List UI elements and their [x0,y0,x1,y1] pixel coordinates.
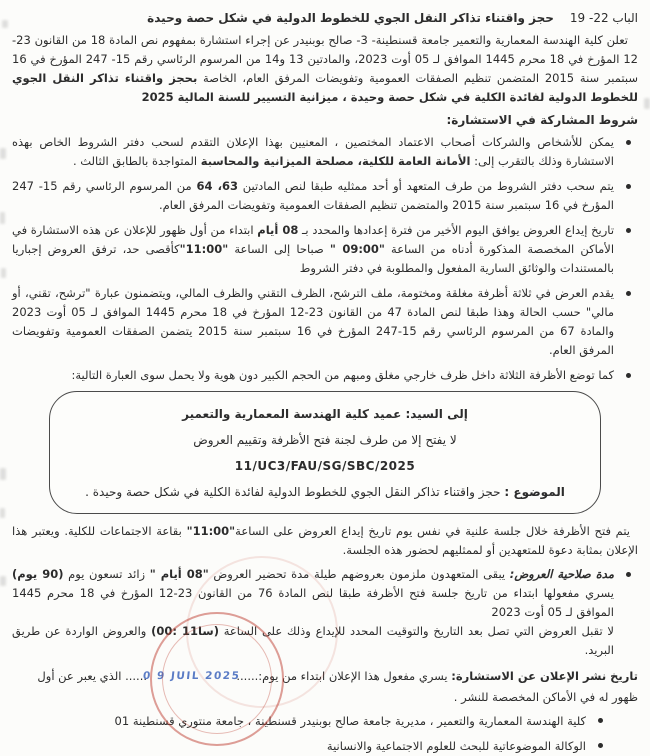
opening-session-text: يتم فتح الأظرفة خلال جلسة علنية في نفس يوم تاريخ إيداع العروض على الساعة [235,524,631,538]
envelope-reference-number: 11/UC3/FAU/SG/SBC/2025 [234,459,416,473]
bullet-item-offer-validity [12,565,638,660]
publication-places-list [12,711,638,756]
bullet-text: كما توضع الأظرفة الثلاثة داخل ظرف خارجي مغلق ومبهم من الحجم الكبير دون هوية ولا يحمل سوى العبارة التالية: [71,368,614,382]
late-offers-segment: والعروض الواردة عن طريق البريد. [12,624,614,657]
validity-ninety-days: (90 يوم) [12,567,64,581]
bullet-text [12,177,614,215]
envelope-inscription-box [49,391,601,514]
opening-session-paragraph [12,522,638,560]
bullet-icon [598,718,603,723]
bullet-text-segment: كأقصى حد، ترفق العروض إجباريا بالمستندات والوثائق السارية المفعول والمطلوبة في دفتر الشروط [12,242,614,275]
bullet-text [12,133,614,171]
bullet-icon [626,140,631,145]
bullet-item-withdraw-rules [12,177,638,215]
publication-date-line [12,666,638,707]
opening-session-text: بقاعة الاجتماعات للكلية. ويعتبر هذا الإعلان بمثابة دعوة للمتعهدين أو لممثليهم لحضور هذه الجلسة. [12,524,638,557]
publication-place-item [12,736,610,756]
intro-paragraph [12,31,638,107]
conditions-heading: شروط المشاركة في الاستشارة: [446,113,638,127]
bullet-text-segment: يمكن للأشخاص والشركات أصحاب الاعتماد المختصين ، المعنيين بهذا الإعلان التقدم لسحب دفتر الشروط الخاص بهذه الاستشارة وذلك بالتقرب إلى: [12,135,614,168]
bullet-text-bold: 63، 64 [196,179,238,193]
bullet-icon [626,291,631,296]
section-reference: الباب 22- 19 [569,11,638,25]
opening-session-time: "11:00" [186,524,236,538]
publication-place-item [12,711,610,731]
bullet-item-envelopes [12,284,638,360]
bullet-text-bold: 08 أيام [257,223,299,237]
conditions-list [12,133,638,385]
subject-text: حجز واقتناء تذاكر النقل الجوي للخطوط الدولية لفائدة الكلية في شكل حصة وحيدة . [85,485,505,499]
bullet-icon [626,184,631,189]
publication-segment: يسري مفعول هذا الإعلان ابتداء من يوم: [258,669,452,683]
deposit-end-time: "11:00" [179,242,229,256]
bullet-text-segment: من المرسوم الرئاسي رقم 15- 247 المؤرخ في 16 سبتمبر سنة 2015 والمتضمن تنظيم الصفقات العمومية وتفويضات المرفق العام. [12,179,614,212]
bullet-text-bold: الأمانة العامة للكلية، مصلحة الميزانية والمحاسبة [200,154,471,168]
validity-text [12,565,614,622]
publication-place-text: كلية الهندسة المعمارية والتعمير ، مديرية جامعة صالح بوبنيدر قسنطينة ، جامعة منتوري قسنطينة 01 [114,714,586,728]
bullet-icon [626,373,631,378]
validity-segment: يسري مفعولها ابتداء من تاريخ جلسة فتح الأظرفة طبقا لنص المادة 76 من القانون 23-12 المؤرخ في 18 محرم 1445 الموافق لـ 05 أوت 2023 [12,586,614,619]
envelope-subject-line [68,479,582,505]
bullet-icon [598,743,603,748]
bullet-text-segment: تاريخ إيداع العروض يوافق اليوم الأخير من فترة إعدادها والمحدد بـ [298,223,615,237]
intro-text: تعلن كلية الهندسة المعمارية والتعمير جامعة قسنطينة- 3- صالح بوبنيدر عن إجراء استشارة بمفهوم نص المادة 18 من القانون 23-12 المؤرخ في 18 محرم 1445 الموافق لـ 05 أوت 2023، والمادتين 13 و14 من المرسوم الرئاسي رقم 15- 247 المؤرخ في 16 سبتمبر سنة 2015 المتضمن تنظيم الصفقات العمومية وتفويضات المرفق العام، الخاصة [12,33,638,85]
envelope-warning-line: لا يفتح إلا من طرف لجنة فتح الأظرفة وتقييم العروض [193,433,457,447]
bullet-text-segment: ابتداء من أول ظهور للإعلان عن هذه الاستشارة في الأماكن المخصصة المذكورة أدناه من الساعة [12,223,615,256]
announcement-title: حجز واقتناء تذاكر النقل الجوي للخطوط الدولية في شكل حصة وحيدة [147,11,554,25]
deposit-start-time: "09:00 " [329,242,385,256]
dotted-line: ...... [236,669,259,683]
document-header [12,8,638,28]
bullet-text-segment: يتم سحب دفتر الشروط من طرف المتعهد أو أحد ممثليه طبقا لنص المادتين [237,179,614,193]
validity-prep-days: "08 أيام " [149,567,209,581]
bullet-text [12,221,614,278]
publication-segment: الذي يعبر عن أول ظهور له في الأماكن المخصصة للنشر . [37,669,638,704]
bullet-item-withdraw-location [12,133,638,171]
late-offers-time: (00: 11سا) [151,624,219,638]
dotted-line: ...... [125,669,148,683]
publication-label: تاريخ نشر الإعلان عن الاستشارة: [451,669,638,683]
bullet-text-segment: صباحا إلى الساعة [228,242,330,256]
validity-label: مدة صلاحية العروض: [509,567,615,581]
date-stamp: 0 9 JUIL 2025 [142,670,241,682]
publication-place-text: الوكالة الموضوعاتية للبحث للعلوم الاجتماعية والانسانية [326,739,586,753]
late-offers-segment: لا تقبل العروض التي تصل بعد التاريخ والتوقيت المحدد للإيداع وذلك على الساعة [218,624,614,638]
envelope-recipient-line: إلى السيد: عميد كلية الهندسة المعمارية والتعمير [182,407,468,421]
bullet-text: يقدم العرض في ثلاثة أظرفة مغلقة ومختومة، ملف الترشح، الظرف التقني والظرف المالي، ويتضمنون عبارة "ترشح، تقني، أو مالي" حسب الحالة وهذا طبقا لنص المادة 47 من القانون 23-12 المؤرخ في 18 محرم 1445 الموافق لـ 05 أوت 2023 والمادة 67 من المرسوم الرئاسي رقم 15-247 المؤرخ في 16 سبتمبر سنة 2015 يتضمن الصفقات العمومية وتفويضات المرفق العام. [12,286,614,357]
bullet-text-segment: المتواجدة بالطابق الثالث . [72,154,201,168]
bullet-icon [626,572,631,577]
late-offers-line [12,622,614,660]
validity-segment: زائد تسعون يوم [63,567,150,581]
bullet-item-outer-envelope [12,366,638,385]
subject-label: الموضوع : [504,485,565,499]
bullet-icon [626,228,631,233]
bullet-item-deposit-date [12,221,638,278]
validity-segment: يبقى المتعهدون ملزمون بعروضهم طيلة مدة تحضير العروض [208,567,510,581]
intro-subject-bold: بحجز واقتناء تذاكر النقل الجوي للخطوط الدولية لفائدة الكلية في شكل حصة وحيدة ، ميزانية التسيير للسنة المالية 2025 [12,71,638,104]
